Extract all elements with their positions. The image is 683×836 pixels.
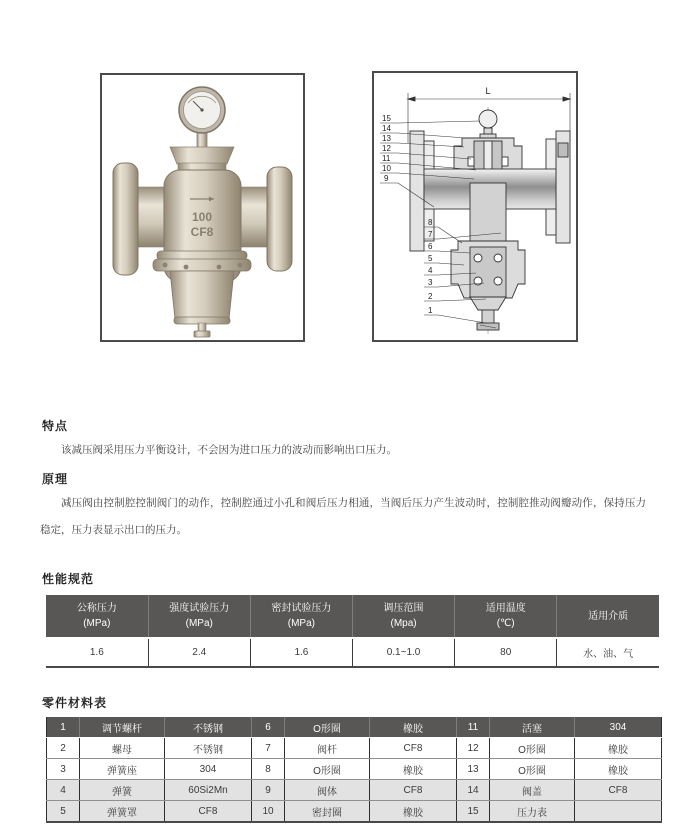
parts-row <box>47 738 662 759</box>
parts-row <box>47 717 662 738</box>
callout-1: 1 <box>428 306 433 315</box>
performance-heading: 性能规范 <box>42 572 95 586</box>
body-marking-size: 100 <box>191 210 213 224</box>
part-name: 调节螺杆 <box>80 717 165 738</box>
callout-9: 9 <box>384 174 389 183</box>
callout-5: 5 <box>428 254 433 263</box>
part-name: 弹簧 <box>80 780 165 801</box>
part-material <box>575 801 662 823</box>
part-material: CF8 <box>575 780 662 801</box>
perf-col-header <box>46 595 148 638</box>
perf-col-unit: (MPa) <box>287 618 315 629</box>
callout-14: 14 <box>382 124 391 133</box>
part-material: 橡胶 <box>370 717 457 738</box>
part-no: 6 <box>252 717 285 738</box>
part-no: 1 <box>47 717 80 738</box>
handle-ball <box>479 110 497 128</box>
perf-col-label: 适用介质 <box>588 610 629 622</box>
callout-11: 11 <box>382 154 391 163</box>
perf-col-header <box>352 595 454 638</box>
callout-8: 8 <box>428 218 433 227</box>
body-marking-material: CF8 <box>190 225 214 239</box>
part-no: 5 <box>47 801 80 823</box>
part-material: 橡胶 <box>370 801 457 823</box>
perf-col-header <box>557 595 659 638</box>
perf-value: 1.6 <box>250 638 352 667</box>
part-name: 阀体 <box>285 780 370 801</box>
valve-section-drawing-frame <box>372 71 578 342</box>
part-material: 橡胶 <box>370 759 457 780</box>
parts-row <box>47 801 662 823</box>
part-no: 11 <box>457 717 490 738</box>
part-name: 阀杆 <box>285 738 370 759</box>
parts-row <box>47 759 662 780</box>
part-material: 不锈钢 <box>165 738 252 759</box>
perf-col-label: 适用温度 <box>485 603 526 614</box>
part-name: 弹簧座 <box>80 759 165 780</box>
principle-body: 减压阀由控制腔控制阀门的动作，控制腔通过小孔和阀后压力相通，当阀后压力产生波动时，控制腔推动阀瓣动作，保持压力稳定，压力表显示出口的压力。 <box>40 497 646 536</box>
principle-heading: 原理 <box>42 472 69 486</box>
part-no: 8 <box>252 759 285 780</box>
callout-6: 6 <box>428 242 433 251</box>
performance-header-row <box>46 595 659 638</box>
valve-photo-frame <box>100 73 305 342</box>
part-material: CF8 <box>370 738 457 759</box>
perf-value: 80 <box>455 638 557 667</box>
part-no: 7 <box>252 738 285 759</box>
perf-col-unit: (MPa) <box>83 618 111 629</box>
valve-section-drawing <box>374 73 576 340</box>
lower-chamber <box>451 241 525 310</box>
part-no: 10 <box>252 801 285 823</box>
callout-15: 15 <box>382 114 391 123</box>
perf-col-unit: (Mpa) <box>390 618 417 629</box>
callout-7: 7 <box>428 230 433 239</box>
performance-value-row <box>46 638 659 667</box>
part-no: 13 <box>457 759 490 780</box>
perf-col-unit: (℃) <box>496 618 515 629</box>
perf-value: 0.1~1.0 <box>352 638 454 667</box>
part-material: 橡胶 <box>575 759 662 780</box>
spring-housing-flange <box>153 251 251 271</box>
perf-value: 2.4 <box>148 638 250 667</box>
perf-col-label: 调压范围 <box>383 603 424 614</box>
part-no: 3 <box>47 759 80 780</box>
features-body: 该减压阀采用压力平衡设计，不会因为进口压力的波动而影响出口压力。 <box>61 444 397 456</box>
perf-col-label: 强度试验压力 <box>169 603 230 614</box>
part-material: 橡胶 <box>575 738 662 759</box>
performance-table <box>46 595 659 668</box>
parts-row <box>47 780 662 801</box>
callout-3: 3 <box>428 278 433 287</box>
part-no: 9 <box>252 780 285 801</box>
callout-12: 12 <box>382 144 391 153</box>
part-name: 密封圈 <box>285 801 370 823</box>
part-material: CF8 <box>165 801 252 823</box>
part-name: 阀盖 <box>490 780 575 801</box>
perf-col-unit: (MPa) <box>185 618 213 629</box>
callout-4: 4 <box>428 266 433 275</box>
part-name: 活塞 <box>490 717 575 738</box>
part-name: O形圈 <box>285 717 370 738</box>
part-material: 304 <box>575 717 662 738</box>
part-name: O形圈 <box>490 738 575 759</box>
part-name: 螺母 <box>80 738 165 759</box>
pressure-gauge <box>179 87 225 148</box>
adjusting-screw <box>194 323 210 337</box>
parts-heading: 零件材料表 <box>42 696 108 710</box>
valve-bonnet <box>170 147 234 173</box>
dimension-label: L <box>485 86 491 96</box>
perf-value: 水、油、气 <box>557 638 659 667</box>
part-name: O形圈 <box>285 759 370 780</box>
part-name: 压力表 <box>490 801 575 823</box>
valve-photo <box>102 75 303 340</box>
spring-housing <box>170 271 234 324</box>
perf-value: 1.6 <box>46 638 148 667</box>
part-name: 弹簧罩 <box>80 801 165 823</box>
part-no: 2 <box>47 738 80 759</box>
part-no: 14 <box>457 780 490 801</box>
part-no: 15 <box>457 801 490 823</box>
part-material: CF8 <box>370 780 457 801</box>
perf-col-label: 公称压力 <box>76 603 117 614</box>
part-material: 不锈钢 <box>165 717 252 738</box>
part-no: 12 <box>457 738 490 759</box>
part-material: 60Si2Mn <box>165 780 252 801</box>
perf-col-label: 密封试验压力 <box>271 603 332 614</box>
part-no: 4 <box>47 780 80 801</box>
parts-material-table <box>46 717 662 823</box>
callout-13: 13 <box>382 134 391 143</box>
callout-2: 2 <box>428 292 433 301</box>
perf-col-header <box>148 595 250 638</box>
part-name: O形圈 <box>490 759 575 780</box>
callout-10: 10 <box>382 164 391 173</box>
features-heading: 特点 <box>42 419 69 433</box>
perf-col-header <box>250 595 352 638</box>
bottom-adjusting-screw <box>477 310 499 330</box>
perf-col-header <box>455 595 557 638</box>
part-material: 304 <box>165 759 252 780</box>
